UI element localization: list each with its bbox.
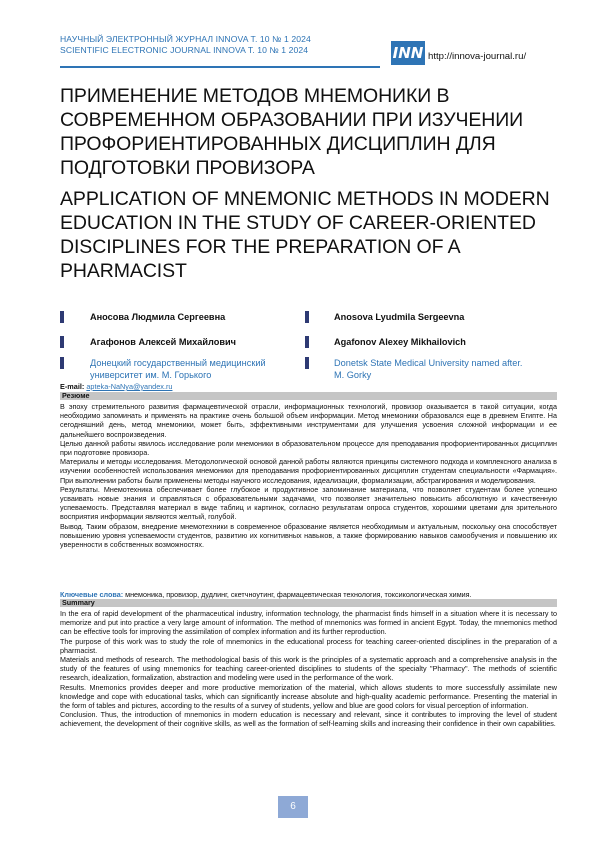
abstract-en-paragraph: Conclusion. Thus, the introduction of mnemonics in modern education is necessary and relevant, since it contributes to improving the level of student achievement, the development of their cognitive skills, as well as the formation of self-learning skills and increasing their confidence in their own capabilities.	[60, 710, 557, 728]
abstract-ru-body	[60, 402, 557, 549]
abstract-en-paragraph: In the era of rapid development of the pharmaceutical industry, information technology, the pharmacist finds himself in a situation where it is necessary to memorize and put into practice a very large amount of information. The method of mnemonics was formed in ancient Egypt. Today, the mnemonics method can be effective tools for improving the assimilation of complex information and its further reproduction.	[60, 609, 557, 637]
author-marker	[60, 336, 64, 348]
journal-url[interactable]: http://innova-journal.ru/	[428, 51, 526, 62]
abstract-ru-paragraph: Материалы и методы исследования. Методологической основой данной работы являются принципы системного подхода и комплексного анализа в изучении особенностей использования мнемоники для преподавания профориентированных дисциплин студентам специальности «Фармация». При выполнении работы были применены методы научного исследования, идеализации, формализации, абстрагирования и моделирования.	[60, 457, 557, 485]
abstract-ru-paragraph: Результаты. Мнемотехника обеспечивает более глубокое и продуктивное запоминание материала, что позволяет студентам более успешно усваивать новые знания и справляться с образовательными задачами, что позволяет значительно повысить абсолютную и качественную успеваемость. Представляя материал в виде таблиц и картинок, согласно результатам опроса студентов, хорошими цветами для зрительного восприятия информации являются желтый, голубой.	[60, 485, 557, 522]
author-marker	[60, 311, 64, 323]
abstract-en-paragraph: Results. Mnemonics provides deeper and more productive memorization of the material, which allows students to more successfully assimilate new knowledge and cope with educational tasks, which can significantly increase absolute and high-quality academic performance. Presenting the material in the form of tables and pictures, according to the results of a survey of students, yellow and blue are good colors for visual perception of information.	[60, 683, 557, 711]
contact-email	[60, 382, 172, 391]
journal-header	[60, 34, 560, 68]
article-title-en: APPLICATION OF MNEMONIC METHODS IN MODERN EDUCATION IN THE STUDY OF CAREER-ORIENTED DISCIPLINES FOR THE PREPARATION OF A PHARMACIST	[60, 187, 555, 283]
author-marker	[305, 336, 309, 348]
abstract-en-paragraph: Materials and methods of research. The methodological basis of this work is the principles of a systematic approach and a comprehensive analysis in the study of the features of using mnemonics for teaching career-oriented disciplines to students of the specialty "Pharmacy". The methods of scientific research, idealization, formalization, abstraction and modeling were used in the performance of the work.	[60, 655, 557, 683]
header-rule	[60, 66, 380, 68]
innova-logo: INN	[391, 41, 425, 65]
author-en-1: Anosova Lyudmila Sergeevna	[334, 311, 464, 323]
affiliation-en: Donetsk State Medical University named after. M. Gorky	[334, 357, 534, 381]
keywords-line	[60, 590, 557, 599]
keywords-label: Ключевые слова:	[60, 590, 123, 599]
abstract-en-paragraph: The purpose of this work was to study the role of mnemonics in the educational process for teaching career-oriented disciplines in the preparation of a pharmacist.	[60, 637, 557, 655]
abstract-en-body	[60, 609, 557, 729]
affiliation-ru: Донецкий государственный медицинский университет им. М. Горького	[90, 357, 300, 381]
email-label: E-mail:	[60, 382, 86, 391]
keywords-text: мнемоника, провизор, дудлинг, скетчноутинг, фармацевтическая технология, токсикологическая химия.	[123, 590, 471, 599]
email-link[interactable]: apteka-NaNya@yandex.ru	[86, 382, 172, 391]
abstract-ru-paragraph: Вывод. Таким образом, внедрение мнемотехники в современное образование является необходимым и актуальным, поскольку она способствует повышению уровня успеваемости студентов, развитию их когнитивных навыков, а также формированию навыков самообучения и повышению их уверенности в собственных возможностях.	[60, 522, 557, 550]
author-ru-2: Агафонов Алексей Михайлович	[90, 336, 236, 348]
author-en-2: Agafonov Alexey Mikhailovich	[334, 336, 466, 348]
abstract-ru-paragraph: В эпоху стремительного развития фармацевтической отрасли, информационных технологий, провизор оказывается в такой ситуации, когда необходимо запоминать и применять на практике очень большой объем информации. Метод мнемоники образовался еще в древнем Египте. На сегодняшний день, метод мнемоники, может быть, эффективными инструментами для улучшения усвоения сложной информации и ее дальнейшего воспроизведения.	[60, 402, 557, 439]
abstract-ru-paragraph: Целью данной работы явилось исследование роли мнемоники в образовательном процессе для преподавания профориентированных дисциплин при подготовке провизора.	[60, 439, 557, 457]
article-title-ru: ПРИМЕНЕНИЕ МЕТОДОВ МНЕМОНИКИ В СОВРЕМЕННОМ ОБРАЗОВАНИИ ПРИ ИЗУЧЕНИИ ПРОФОРИЕНТИРОВАННЫХ ДИСЦИПЛИН ДЛЯ ПОДГОТОВКИ ПРОВИЗОРА	[60, 84, 550, 180]
journal-title-en: SCIENTIFIC ELECTRONIC JOURNAL INNOVA T. 10 № 1 2024	[60, 45, 560, 56]
author-marker	[305, 357, 309, 369]
author-marker	[305, 311, 309, 323]
author-ru-1: Аносова Людмила Сергеевна	[90, 311, 225, 323]
page-number: 6	[278, 796, 308, 818]
abstract-ru-heading: Резюме	[60, 392, 557, 400]
author-marker	[60, 357, 64, 369]
abstract-en-heading: Summary	[60, 599, 557, 607]
journal-title-ru: НАУЧНЫЙ ЭЛЕКТРОННЫЙ ЖУРНАЛ INNOVA Т. 10 № 1 2024	[60, 34, 560, 45]
